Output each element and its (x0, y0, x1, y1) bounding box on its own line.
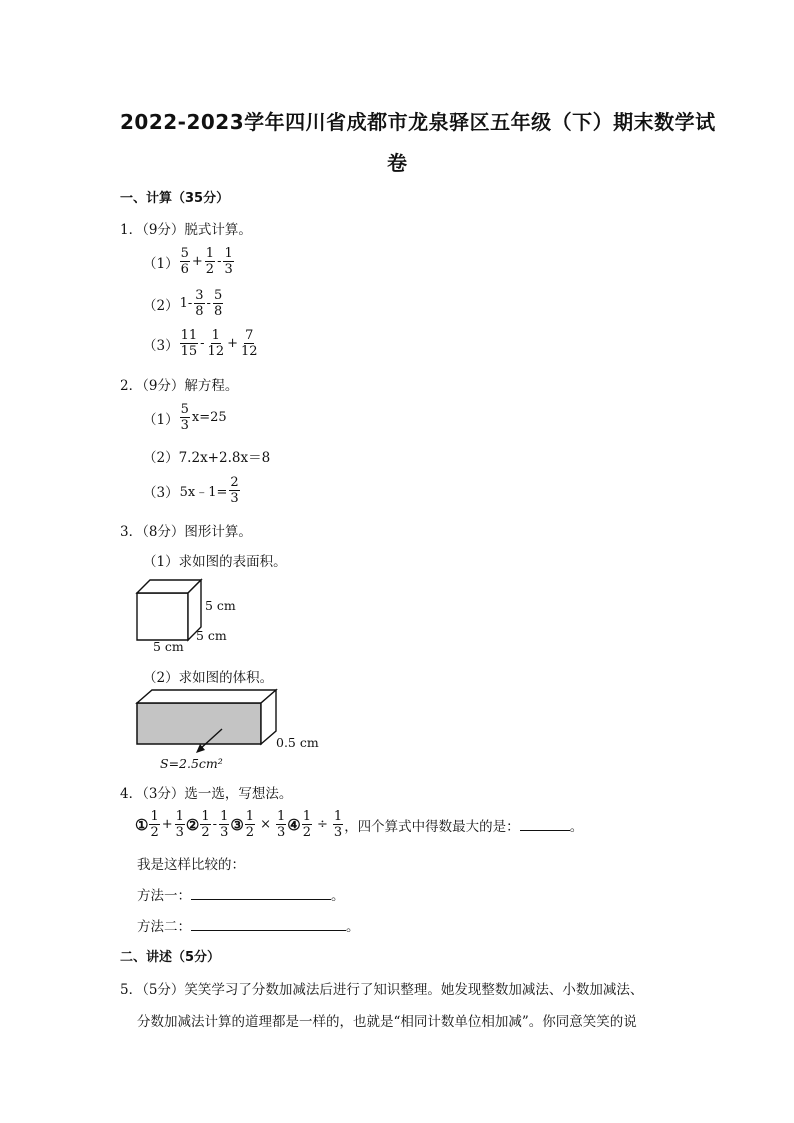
fraction: $\frac{1}{2}$ (150, 809, 159, 840)
question-1-part-1 (143, 246, 235, 277)
equation-rest: x=25 (191, 410, 227, 425)
question-5-line-1: 5．（5分）笑笑学习了分数加减法后进行了知识整理。她发现整数加减法、小数加减法、 (120, 982, 644, 998)
operator: ÷ (317, 817, 328, 832)
choice-3-marker: ③ (230, 815, 244, 834)
operator: - (200, 336, 205, 351)
part-label: （1） (143, 255, 179, 272)
question-4-expressions (135, 809, 583, 840)
question-3-stem: 3．（8分）图形计算。 (120, 524, 252, 540)
operator: + (191, 254, 203, 269)
part-label: （2） (143, 450, 179, 466)
question-1-stem: 1．（9分）脱式计算。 (120, 222, 252, 238)
question-3-part-1: （1）求如图的表面积。 (143, 554, 287, 570)
fraction: $\frac{1}{2}$ (201, 809, 210, 840)
method-1-line (137, 884, 345, 904)
choice-4-marker: ④ (287, 815, 301, 834)
choice-2-marker: ② (185, 815, 200, 834)
fraction: $\frac{1}{12}$ (207, 328, 225, 359)
question-2-stem: 2．（9分）解方程。 (120, 378, 239, 394)
question-5-line-2: 分数加减法计算的道理都是一样的，也就是“相同计数单位相加减”。你同意笑笑的说 (137, 1014, 637, 1030)
part-label: （3） (143, 484, 179, 501)
fraction: $\frac{3}{8}$ (195, 288, 204, 319)
cube-figure (130, 575, 245, 657)
fraction: $\frac{2}{3}$ (230, 475, 239, 506)
fraction: $\frac{1}{3}$ (333, 809, 343, 840)
question-4-tail: ，四个算式中得数最大的是： (344, 818, 520, 835)
method-2-blank[interactable] (191, 918, 346, 931)
operator: - (206, 296, 211, 311)
question-2-part-1 (143, 402, 228, 433)
fraction: $\frac{1}{2}$ (205, 246, 215, 277)
fraction: $\frac{1}{3}$ (224, 246, 233, 277)
cube-depth-label: 5 cm (196, 628, 227, 643)
fraction: $\frac{1}{3}$ (276, 809, 286, 840)
fraction: $\frac{1}{3}$ (175, 809, 184, 840)
method-2-period: 。 (346, 919, 360, 935)
operator: - (217, 254, 222, 269)
page-title: 2022-2023学年四川省成都市龙泉驿区五年级（下）期末数学试 (120, 110, 716, 134)
equation: 7.2x+2.8x＝8 (178, 450, 271, 466)
method-2-label: 方法二： (137, 919, 191, 935)
fraction: $\frac{1}{2}$ (302, 809, 311, 840)
fraction: $\frac{1}{3}$ (220, 809, 229, 840)
section-heading-calculation: 一、计算（35分） (120, 191, 230, 206)
prism-front-face (137, 703, 261, 744)
fraction: $\frac{11}{15}$ (180, 328, 198, 359)
question-1-part-3 (143, 328, 260, 359)
prism-depth-label: 0.5 cm (276, 735, 319, 750)
method-1-blank[interactable] (191, 887, 331, 900)
question-2-part-3 (143, 475, 241, 506)
prism-area-label: S=2.5cm² (160, 756, 223, 771)
question-4-stem: 4．（3分）选一选，写想法。 (120, 786, 293, 802)
fraction: $\frac{7}{12}$ (241, 328, 258, 359)
method-1-period: 。 (331, 888, 345, 904)
equation-lead: 5x﹣1= (179, 485, 228, 500)
cube-front-face (137, 593, 188, 640)
question-2-part-2 (143, 446, 270, 466)
cube-height-label: 5 cm (205, 598, 236, 613)
expression-lead: 1- (179, 296, 193, 311)
cube-width-label: 5 cm (153, 639, 184, 654)
method-1-label: 方法一： (137, 888, 191, 904)
method-2-line (137, 915, 360, 935)
part-label: （1） (143, 411, 179, 428)
compare-prompt: 我是这样比较的： (137, 857, 245, 873)
prism-top-face (137, 690, 276, 703)
answer-blank[interactable] (520, 818, 570, 831)
fraction: $\frac{5}{3}$ (180, 402, 189, 433)
question-3-part-2: （2）求如图的体积。 (143, 670, 274, 686)
question-4-period: 。 (569, 818, 584, 835)
operator: × (260, 817, 271, 832)
fraction: $\frac{1}{2}$ (245, 809, 255, 840)
part-label: （2） (143, 297, 179, 314)
page-title-continued: 卷 (387, 151, 408, 175)
choice-1-marker: ① (135, 815, 149, 834)
fraction: $\frac{5}{6}$ (180, 246, 189, 277)
part-label: （3） (143, 337, 179, 354)
fraction: $\frac{5}{8}$ (213, 288, 223, 319)
question-1-part-2 (143, 288, 224, 319)
operator: + (227, 336, 238, 351)
operator: + (161, 817, 173, 832)
operator: - (212, 817, 218, 832)
section-heading-narration: 二、讲述（5分） (120, 950, 221, 965)
